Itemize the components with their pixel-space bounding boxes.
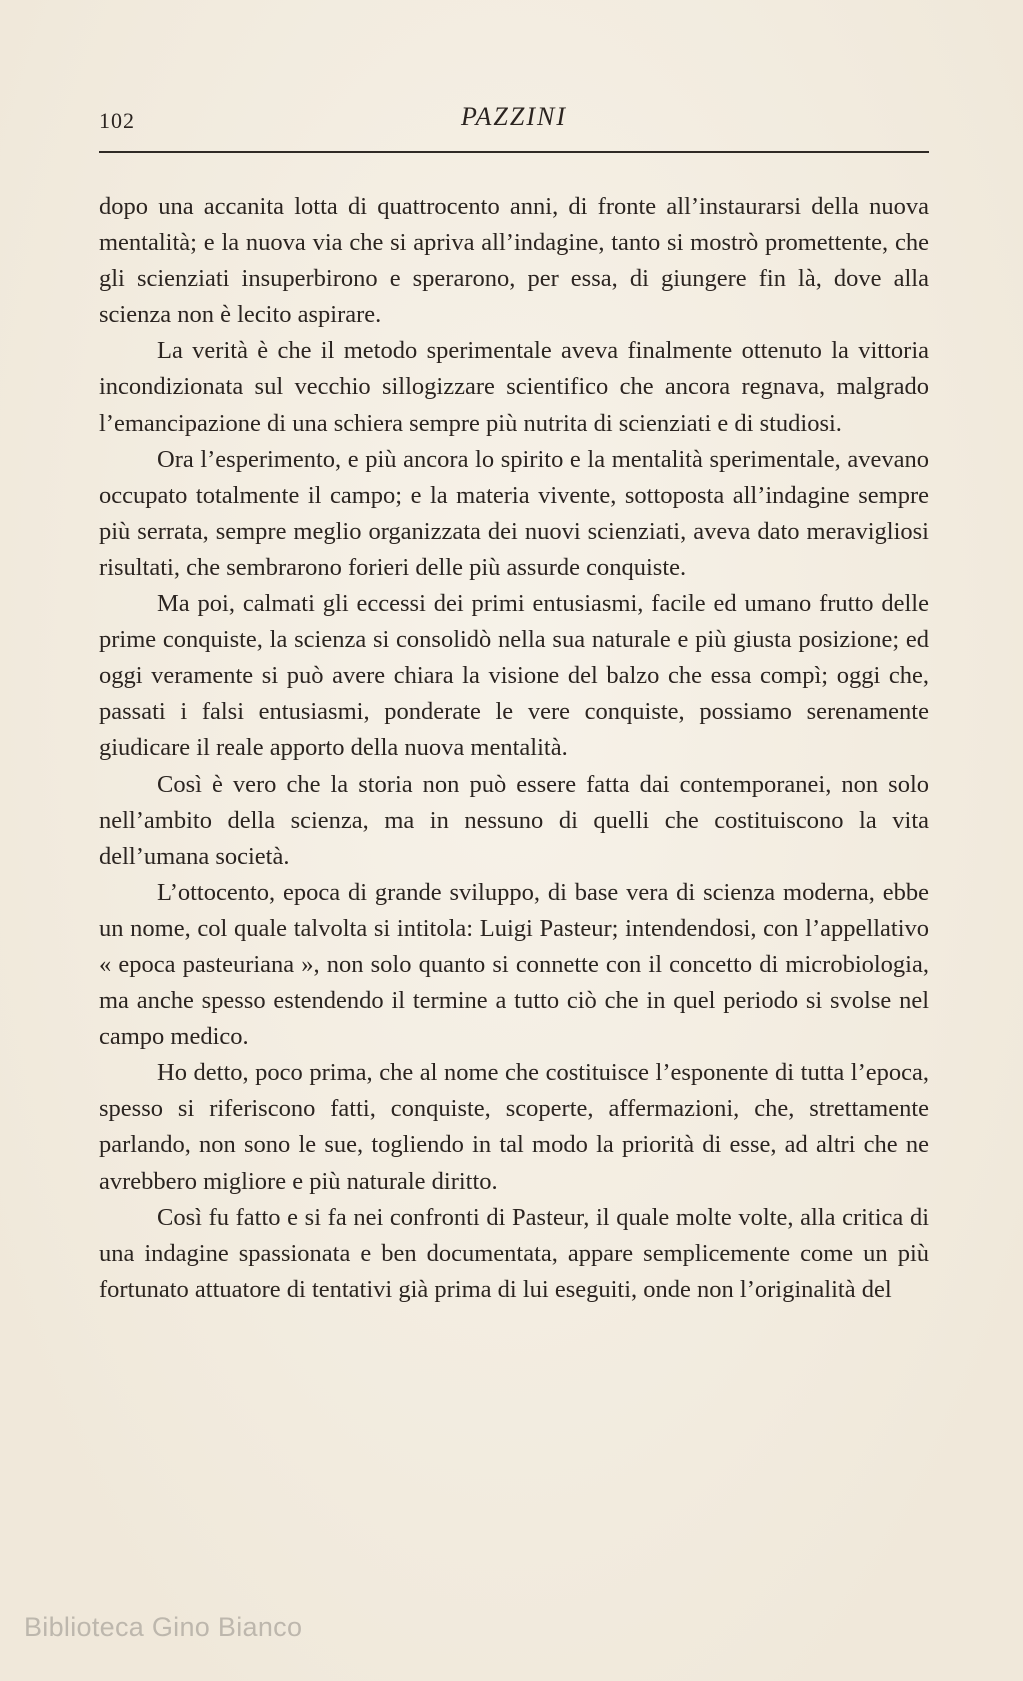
header-rule — [99, 151, 929, 153]
paragraph: La verità è che il metodo sperimentale aveva finalmente ottenuto la vittoria incondizionata sul vecchio sillogizzare scientifico che ancora regnava, malgrado l’emancipazione di una schiera sempre più nutrita di scienziati e di studiosi. — [99, 337, 929, 437]
running-head: PAZZINI — [461, 102, 567, 131]
paragraph: Così fu fatto e si fa nei confronti di Pasteur, il quale molte volte, alla critica di una indagine spassionata e ben documentata, appare semplicemente come un più fortunato attuatore di tentativi già prima di lui eseguiti, onde non l’originalità del — [99, 1203, 929, 1303]
paragraph: L’ottocento, epoca di grande sviluppo, di base vera di scienza moderna, ebbe un nome, col quale talvolta si intitola: Luigi Pasteur; intendendosi, con l’appellativo « epoca pasteuriana », non solo quanto si connette con il concetto di microbiologia, ma anche spesso estendendo il termine a tutto ciò che in quel periodo si svolse nel campo medico. — [99, 878, 929, 1051]
page-number: 102 — [99, 108, 135, 133]
paragraph: Ma poi, calmati gli eccessi dei primi entusiasmi, facile ed umano frutto delle prime conquiste, la scienza si consolidò nella sua naturale e più giusta posizione; ed oggi veramente si può avere chiara la visione del balzo che essa compì; oggi che, passati i falsi entusiasmi, ponderate le vere conquiste, possiamo serenamente giudicare il reale apporto della nuova mentalità. — [99, 590, 929, 762]
paragraph: Ho detto, poco prima, che al nome che costituisce l’esponente di tutta l’epoca, spesso si riferiscono fatti, conquiste, scoperte, affermazioni, che, strettamente parlando, non sono le sue, togliendo in tal modo la priorità di esse, ad altri che ne avrebbero migliore e più naturale diritto. — [99, 1059, 929, 1195]
body-text — [99, 189, 929, 1308]
paragraph: dopo una accanita lotta di quattrocento anni, di fronte all’instaurarsi della nuova mentalità; e la nuova via che si apriva all’indagine, tanto si mostrò promettente, che gli scienziati insuperbirono e sperarono, per essa, di giungere fin là, dove alla scienza non è lecito aspirare. — [99, 193, 929, 329]
paragraph: Così è vero che la storia non può essere fatta dai contemporanei, non solo nell’ambito della scienza, ma in nessuno di quelli che costituiscono la vita dell’umana società. — [99, 770, 929, 870]
paragraph: Ora l’esperimento, e più ancora lo spirito e la mentalità sperimentale, avevano occupato totalmente il campo; e la materia vivente, sottoposta all’indagine sempre più serrata, sempre meglio organizzata dei nuovi scienziati, aveva dato meravigliosi risultati, che sembrarono forieri delle più assurde conquiste. — [99, 445, 929, 581]
library-watermark: Biblioteca Gino Bianco — [24, 1612, 303, 1642]
page-header — [99, 100, 929, 136]
